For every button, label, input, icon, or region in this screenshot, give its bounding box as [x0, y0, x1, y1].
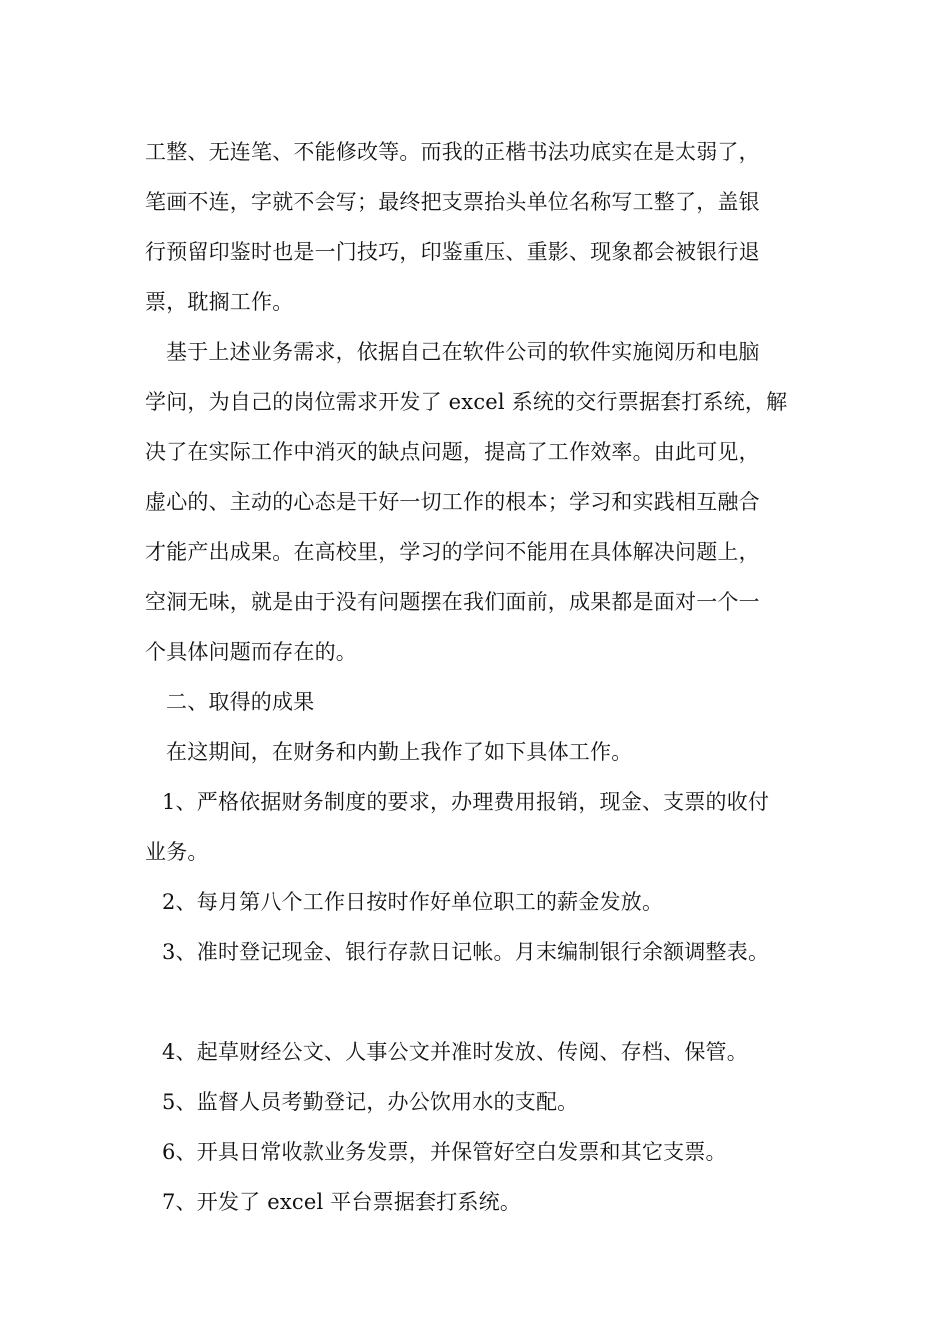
paragraph-line: 个具体问题而存在的。 [145, 640, 357, 664]
list-item: 3、准时登记现金、银行存款日记帐。月末编制银行余额调整表。 [162, 940, 770, 964]
paragraph-line: 决了在实际工作中消灭的缺点问题，提高了工作效率。由此可见， [145, 440, 760, 464]
list-item: 2、每月第八个工作日按时作好单位职工的薪金发放。 [162, 890, 664, 914]
paragraph-line: 空洞无味，就是由于没有问题摆在我们面前，成果都是面对一个一 [145, 590, 760, 614]
list-item: 5、监督人员考勤登记，办公饮用水的支配。 [162, 1090, 579, 1114]
paragraph-line: 基于上述业务需求，依据自己在软件公司的软件实施阅历和电脑 [166, 340, 760, 364]
paragraph-line: 行预留印鉴时也是一门技巧，印鉴重压、重影、现象都会被银行退 [145, 240, 760, 264]
paragraph-line: 笔画不连，字就不会写；最终把支票抬头单位名称写工整了，盖银 [145, 190, 760, 214]
list-item: 4、起草财经公文、人事公文并准时发放、传阅、存档、保管。 [162, 1040, 748, 1064]
paragraph-line: 票，耽搁工作。 [145, 290, 294, 314]
paragraph-line: 在这期间，在财务和内勤上我作了如下具体工作。 [166, 740, 633, 764]
list-item: 6、开具日常收款业务发票，并保管好空白发票和其它支票。 [162, 1140, 727, 1164]
section-heading: 二、取得的成果 [166, 690, 315, 714]
paragraph-line: 学问，为自己的岗位需求开发了 excel 系统的交行票据套打系统，解 [145, 390, 788, 414]
list-item: 7、开发了 excel 平台票据套打系统。 [162, 1190, 522, 1214]
paragraph-line: 工整、无连笔、不能修改等。而我的正楷书法功底实在是太弱了， [145, 140, 760, 164]
list-item: 1、严格依据财务制度的要求，办理费用报销，现金、支票的收付 [162, 790, 770, 814]
list-item-continuation: 业务。 [145, 840, 209, 864]
paragraph-line: 才能产出成果。在高校里，学习的学问不能用在具体解决问题上， [145, 540, 760, 564]
paragraph-line: 虚心的、主动的心态是干好一切工作的根本；学习和实践相互融合 [145, 490, 760, 514]
